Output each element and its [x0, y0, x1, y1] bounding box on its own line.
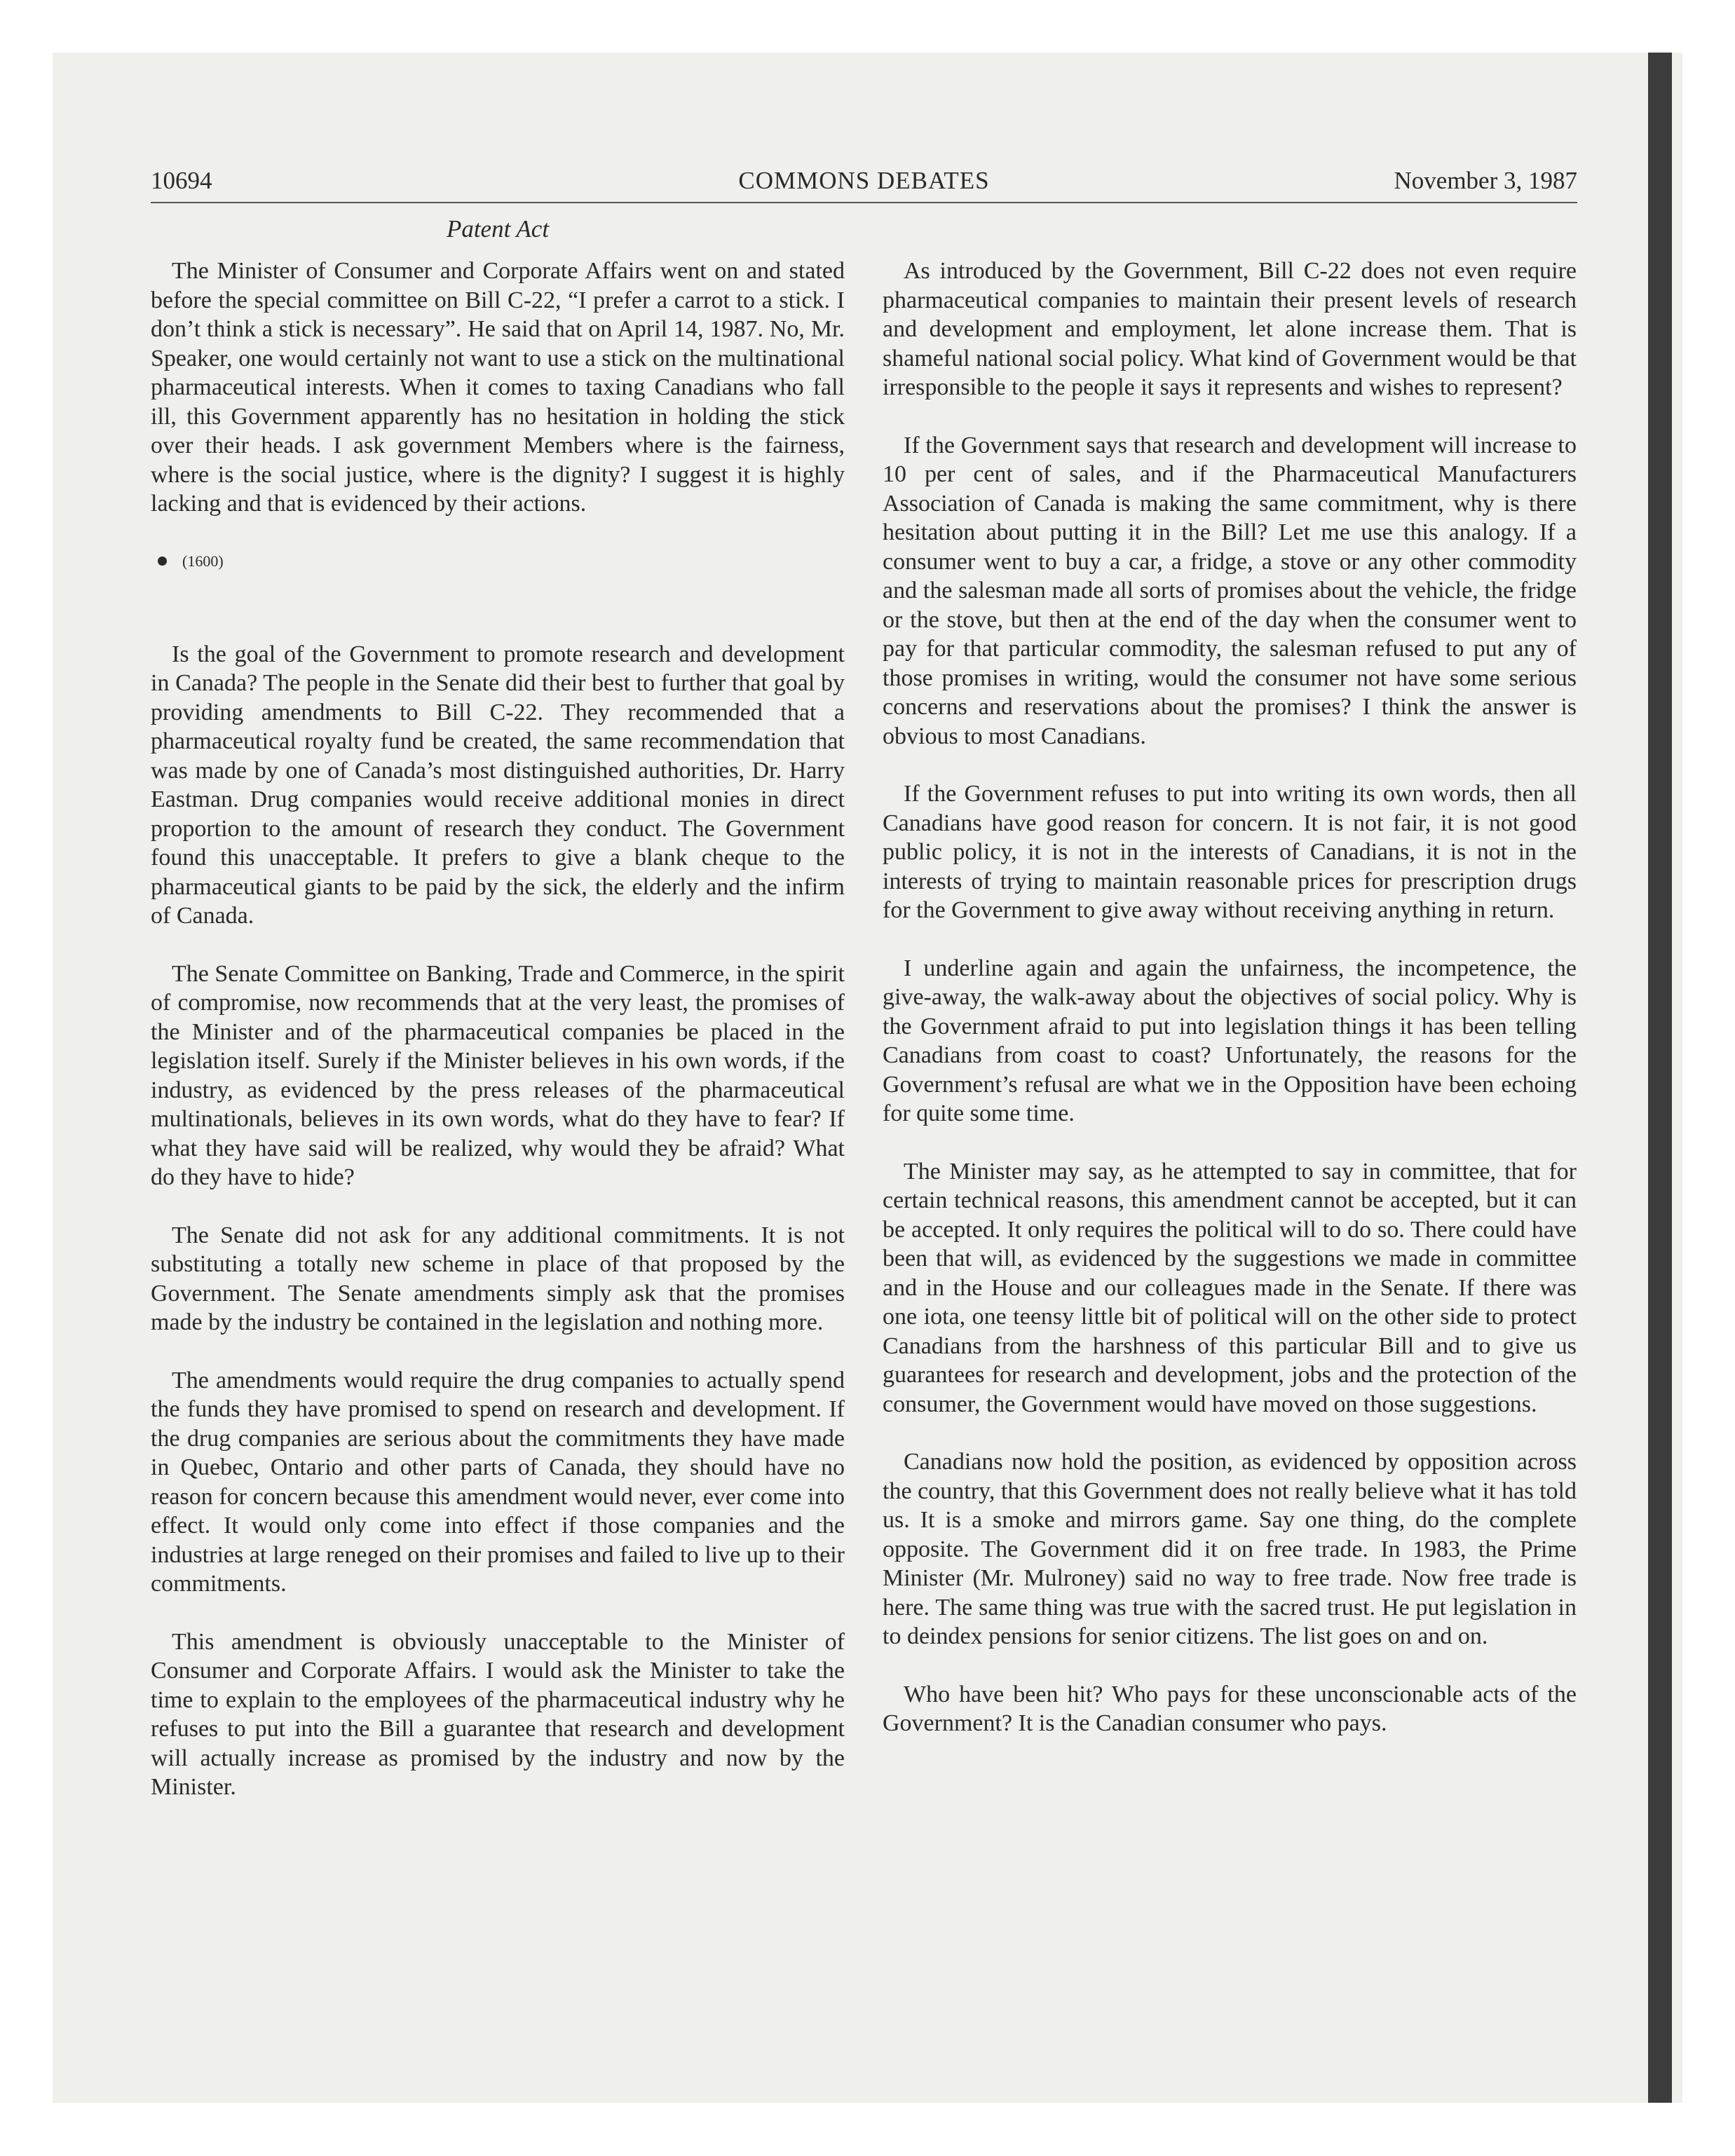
paragraph: Canadians now hold the position, as evidenced by opposition across the country, that this Government does not really believe what it has told us. It is a smoke and mirrors game. Say one thing, do the complete opposite. The Government did it on free trade. In 1983, the Prime Minister (Mr. Mulroney) said no way to free trade. Now free trade is here. The same thing was true with the sacred trust. He put legislation in to deindex pensions for senior citizens. The list goes on and on. — [883, 1449, 1577, 1649]
left-column — [151, 257, 845, 1831]
time-marker-label: (1600) — [182, 552, 224, 570]
page-header — [151, 163, 1577, 199]
paragraph: This amendment is obviously unacceptable to the Minister of Consumer and Corporate Affairs. I would ask the Minister to take the time to explain to the employees of the pharmaceutical industry why he refuses to put into the Bill a guarantee that research and development will actually increase as promised by the industry and now by the Minister. — [151, 1628, 845, 1800]
header-rule — [151, 202, 1577, 203]
running-head: Patent Act — [446, 215, 550, 243]
paragraph: If the Government says that research and development will increase to 10 per cent of sales, and if the Pharmaceutical Manufacturers Association of Canada is making the same commitment, why is there hesitation about putting it in the Bill? Let me use this analogy. If a consumer went to buy a car, a fridge, a stove or any other commodity and the salesman made all sorts of promises about the vehicle, the fridge or the stove, but then at the end of the day when the consumer went to pay for that particular commodity, the salesman refused to put any of those promises in writing, would the consumer not have some serious concerns and reservations about the promises? I think the answer is obvious to most Canadians. — [883, 432, 1577, 749]
paragraph: I underline again and again the unfairness, the incompetence, the give-away, the walk-away about the objectives of social policy. Why is the Government afraid to put into legislation things it has been telling Canadians from coast to coast? Unfortunately, the reasons for the Government’s refusal are what we in the Opposition have been echoing for quite some time. — [883, 955, 1577, 1126]
time-marker — [158, 547, 845, 575]
paragraph: If the Government refuses to put into writing its own words, then all Canadians have good reason for concern. It is not fair, it is not good public policy, it is not in the interests of Canadians, it is not in the interests of trying to maintain reasonable prices for prescription drugs for the Government to give away without receiving anything in return. — [883, 781, 1577, 923]
right-column — [883, 257, 1577, 1767]
paragraph: Who have been hit? Who pays for these unconscionable acts of the Government? It is the Canadian consumer who pays. — [883, 1681, 1577, 1736]
paragraph: Is the goal of the Government to promote research and development in Canada? The people in the Senate did their best to further that goal by providing amendments to Bill C-22. They recommended that a pharmaceutical royalty fund be created, the same recommendation that was made by one of Canada’s most distinguished authorities, Dr. Harry Eastman. Drug companies would receive additional monies in direct proportion to the amount of research they conduct. The Government found this unacceptable. It prefers to give a blank cheque to the pharmaceutical giants to be paid by the sick, the elderly and the infirm of Canada. — [151, 641, 845, 929]
page-number: 10694 — [151, 167, 212, 194]
paragraph: The Senate Committee on Banking, Trade and Commerce, in the spirit of compromise, now recommends that at the very least, the promises of the Minister and of the pharmaceutical companies be placed in the legislation itself. Surely if the Minister believes in his own words, if the industry, as evidenced by the press releases of the pharmaceutical multinationals, believes in its own words, what do they have to fear? If what they have said will be realized, why would they be afraid? What do they have to hide? — [151, 960, 845, 1190]
paragraph: The Senate did not ask for any additional commitments. It is not substituting a totally new scheme in place of that proposed by the Government. The Senate amendments simply ask that the promises made by the industry be contained in the legislation and nothing more. — [151, 1222, 845, 1335]
paragraph: As introduced by the Government, Bill C-22 does not even require pharmaceutical companies to maintain their present levels of research and development and employment, let alone increase them. That is shameful national social policy. What kind of Government would be that irresponsible to the people it says it represents and wishes to represent? — [883, 258, 1577, 400]
issue-date: November 3, 1987 — [1394, 167, 1577, 194]
paragraph: The Minister of Consumer and Corporate Affairs went on and stated before the special committee on Bill C-22, “I prefer a carrot to a stick. I don’t think a stick is necessary”. He said that on April 14, 1987. No, Mr. Speaker, one would certainly not want to use a stick on the multinational pharmaceutical interests. When it comes to taxing Canadians who fall ill, this Government apparently has no hesitation in holding the stick over their heads. I ask government Members where is the fairness, where is the social justice, where is the dignity? I suggest it is highly lacking and that is evidenced by their actions. — [151, 258, 845, 517]
paragraph: The Minister may say, as he attempted to say in committee, that for certain technical reasons, this amendment cannot be accepted, but it can be accepted. It only requires the political will to do so. There could have been that will, as evidenced by the suggestions we made in committee and in the House and our colleagues made in the Senate. If there was one iota, one teensy little bit of political will on the other side to protect Canadians from the harshness of this particular Bill and to give us guarantees for research and development, jobs and the protection of the consumer, the Government would have moved on those suggestions. — [883, 1158, 1577, 1417]
paragraph: The amendments would require the drug companies to actually spend the funds they have promised to spend on research and development. If the drug companies are serious about the commitments they have made in Quebec, Ontario and other parts of Canada, they should have no reason for concern because this amendment would never, ever come into effect. It would only come into effect if those companies and the industries at large reneged on their promises and failed to live up to their commitments. — [151, 1367, 845, 1597]
bullet-icon — [158, 557, 167, 566]
scan-edge-shadow — [1648, 53, 1672, 2103]
journal-title: COMMONS DEBATES — [738, 167, 990, 194]
